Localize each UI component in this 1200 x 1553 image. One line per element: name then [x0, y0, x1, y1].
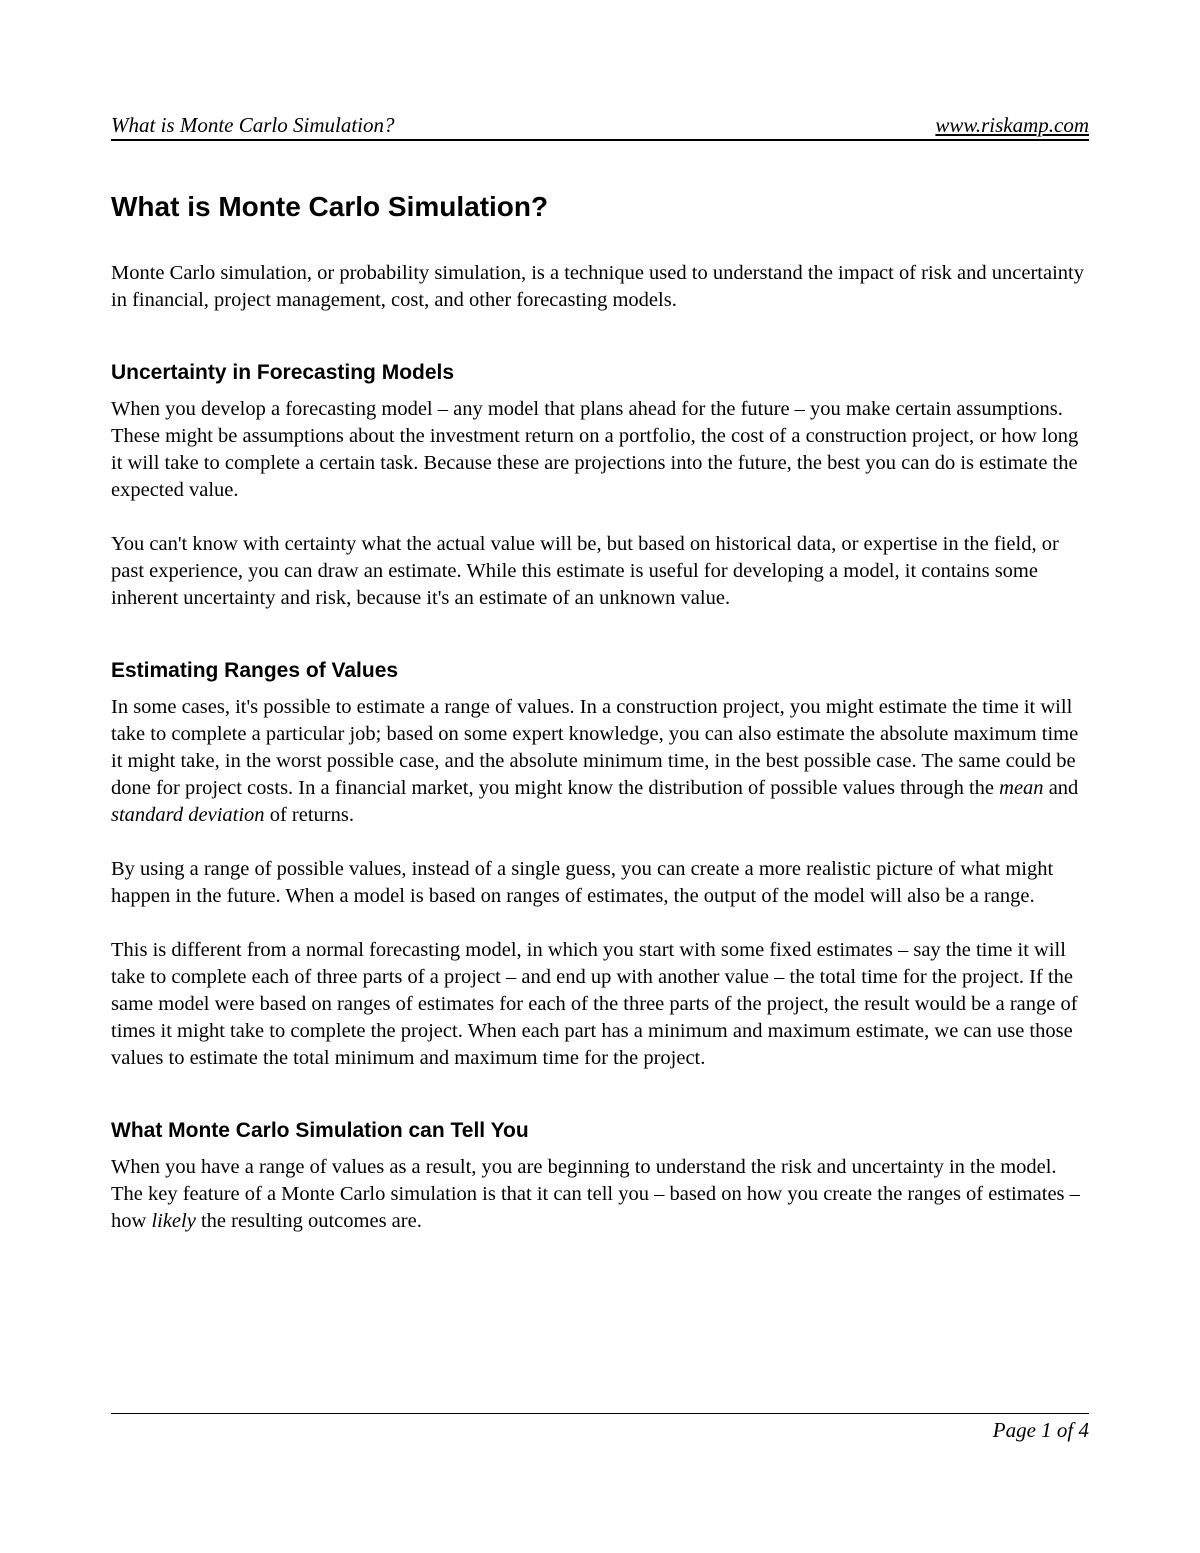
document-page: [111, 0, 1089, 1553]
page-title: What is Monte Carlo Simulation?: [111, 191, 549, 222]
header-website: www.riskamp.com: [935, 113, 1089, 137]
running-header: [111, 112, 1089, 141]
footer-rule: [111, 1413, 1089, 1414]
text-run: the resulting outcomes are.: [195, 1210, 422, 1232]
document-body: [111, 190, 1089, 1262]
emphasis-standard-deviation: standard deviation: [111, 804, 265, 826]
paragraph: [111, 1154, 1089, 1235]
paragraph: When you develop a forecasting model – any model that plans ahead for the future – you make certain assumptions. These might be assumptions about the investment return on a portfolio, the cost of a construction project, or how long it will take to complete a certain task. Because these are projections into the future, the best you can do is estimate the expected value.: [111, 398, 1079, 501]
section-heading-estimating-ranges: Estimating Ranges of Values: [111, 659, 399, 682]
text-run: and: [1043, 777, 1079, 799]
section-heading-what-mcs-can-tell: What Monte Carlo Simulation can Tell You: [111, 1119, 529, 1142]
emphasis-likely: likely: [151, 1210, 196, 1232]
paragraph: This is different from a normal forecasting model, in which you start with some fixed estimates – say the time it will take to complete each of three parts of a project – and end up with another value – the total time for the project. If the same model were based on ranges of estimates for each of the three parts of the project, the result would be a range of times it might take to complete the project. When each part has a minimum and maximum estimate, we can use those values to estimate the total minimum and maximum time for the project.: [111, 939, 1078, 1069]
paragraph: [111, 694, 1089, 829]
text-run: When you have a range of values as a result, you are beginning to understand the risk and uncertainty in the model. The key feature of a Monte Carlo simulation is that it can tell you – based on how you create the ranges of estimates – how: [111, 1156, 1080, 1232]
section-heading-uncertainty: Uncertainty in Forecasting Models: [111, 361, 455, 384]
paragraph: By using a range of possible values, instead of a single guess, you can create a more realistic picture of what might happen in the future. When a model is based on ranges of estimates, the output of the model will also be a range.: [111, 858, 1054, 907]
paragraph: You can't know with certainty what the actual value will be, but based on historical data, or expertise in the field, or past experience, you can draw an estimate. While this estimate is useful for developing a model, it contains some inherent uncertainty and risk, because it's an estimate of an unknown value.: [111, 533, 1059, 609]
text-run: of returns.: [264, 804, 354, 826]
text-run: In some cases, it's possible to estimate a range of values. In a construction project, you might estimate the time it will take to complete a particular job; based on some expert knowledge, you can also estimate the absolute maximum time it might take, in the worst possible case, and the absolute minimum time, in the best possible case. The same could be done for project costs. In a financial market, you might know the distribution of possible values through the: [111, 696, 1079, 799]
emphasis-mean: mean: [999, 777, 1044, 799]
intro-paragraph: Monte Carlo simulation, or probability simulation, is a technique used to understand the impact of risk and uncertainty in financial, project management, cost, and other forecasting models.: [111, 262, 1084, 311]
page-number: Page 1 of 4: [992, 1418, 1089, 1442]
header-title: What is Monte Carlo Simulation?: [111, 113, 395, 137]
